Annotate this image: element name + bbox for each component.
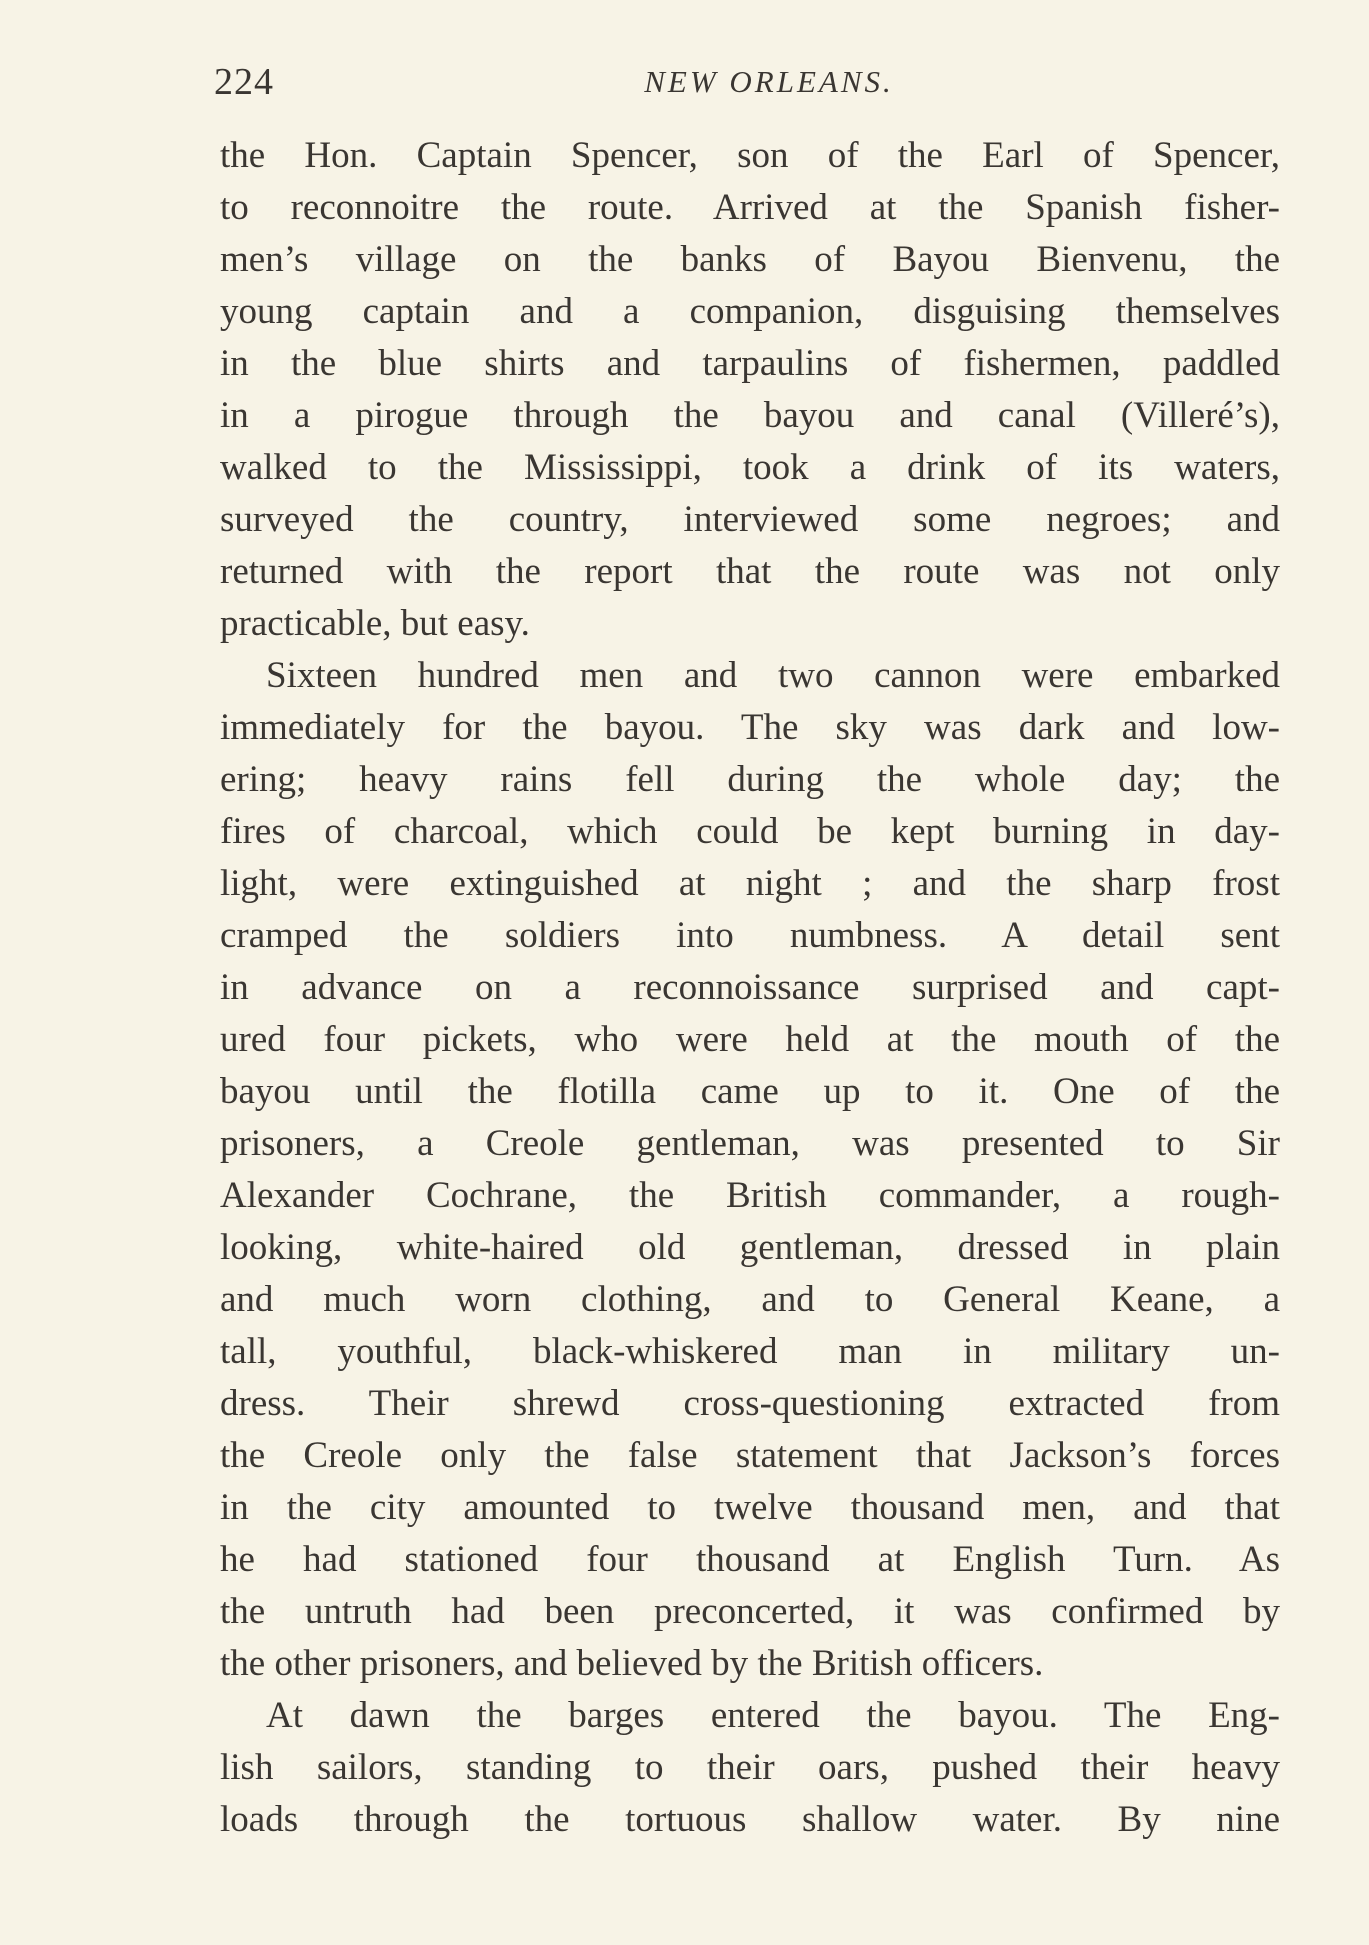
text-line: the other prisoners, and believed by the British officers. [220, 1643, 1044, 1684]
text-line: in a pirogue through the bayou and canal (Villeré’s), [220, 395, 1280, 436]
text-line: Sixteen hundred men and two cannon were embarked [266, 655, 1280, 696]
text-line: and much worn clothing, and to General Keane, a [220, 1279, 1280, 1320]
text-line: to reconnoitre the route. Arrived at the Spanish fisher- [220, 187, 1280, 228]
text-line: men’s village on the banks of Bayou Bienvenu, the [220, 239, 1280, 280]
running-head: NEW ORLEANS. [644, 64, 894, 99]
text-line: walked to the Mississippi, took a drink of its waters, [220, 447, 1280, 488]
paragraph [220, 1690, 1280, 1846]
text-line: ering; heavy rains fell during the whole day; the [220, 759, 1280, 800]
text-line: fires of charcoal, which could be kept burning in day- [220, 811, 1280, 852]
text-line: surveyed the country, interviewed some negroes; and [220, 499, 1280, 540]
body-text [220, 130, 1280, 1846]
text-line: prisoners, a Creole gentleman, was presented to Sir [220, 1123, 1280, 1164]
text-line: young captain and a companion, disguising themselves [220, 291, 1280, 332]
text-line: practicable, but easy. [220, 603, 530, 644]
text-line: in the city amounted to twelve thousand men, and that [220, 1487, 1280, 1528]
text-line: tall, youthful, black-whiskered man in military un- [220, 1331, 1280, 1372]
text-line: ured four pickets, who were held at the mouth of the [220, 1019, 1280, 1060]
text-line: the Hon. Captain Spencer, son of the Earl of Spencer, [220, 135, 1280, 176]
text-line: in advance on a reconnoissance surprised and capt- [220, 967, 1280, 1008]
page-number: 224 [214, 61, 274, 103]
page-header [214, 50, 1284, 110]
text-line: cramped the soldiers into numbness. A detail sent [220, 915, 1280, 956]
text-line: returned with the report that the route was not only [220, 551, 1280, 592]
text-line: in the blue shirts and tarpaulins of fishermen, paddled [220, 343, 1280, 384]
text-line: dress. Their shrewd cross-questioning extracted from [220, 1383, 1280, 1424]
text-line: the Creole only the false statement that Jackson’s forces [220, 1435, 1280, 1476]
text-line: the untruth had been preconcerted, it was confirmed by [220, 1591, 1280, 1632]
paragraph [220, 650, 1280, 1690]
text-line: immediately for the bayou. The sky was dark and low- [220, 707, 1280, 748]
text-line: At dawn the barges entered the bayou. The Eng- [266, 1695, 1280, 1736]
text-line: light, were extinguished at night ; and the sharp frost [220, 863, 1280, 904]
paragraph [220, 130, 1280, 650]
text-line: bayou until the flotilla came up to it. One of the [220, 1071, 1280, 1112]
text-line: looking, white-haired old gentleman, dressed in plain [220, 1227, 1280, 1268]
text-line: lish sailors, standing to their oars, pushed their heavy [220, 1747, 1280, 1788]
text-line: he had stationed four thousand at English Turn. As [220, 1539, 1280, 1580]
text-line: Alexander Cochrane, the British commander, a rough- [220, 1175, 1280, 1216]
text-line: loads through the tortuous shallow water. By nine [220, 1799, 1280, 1840]
